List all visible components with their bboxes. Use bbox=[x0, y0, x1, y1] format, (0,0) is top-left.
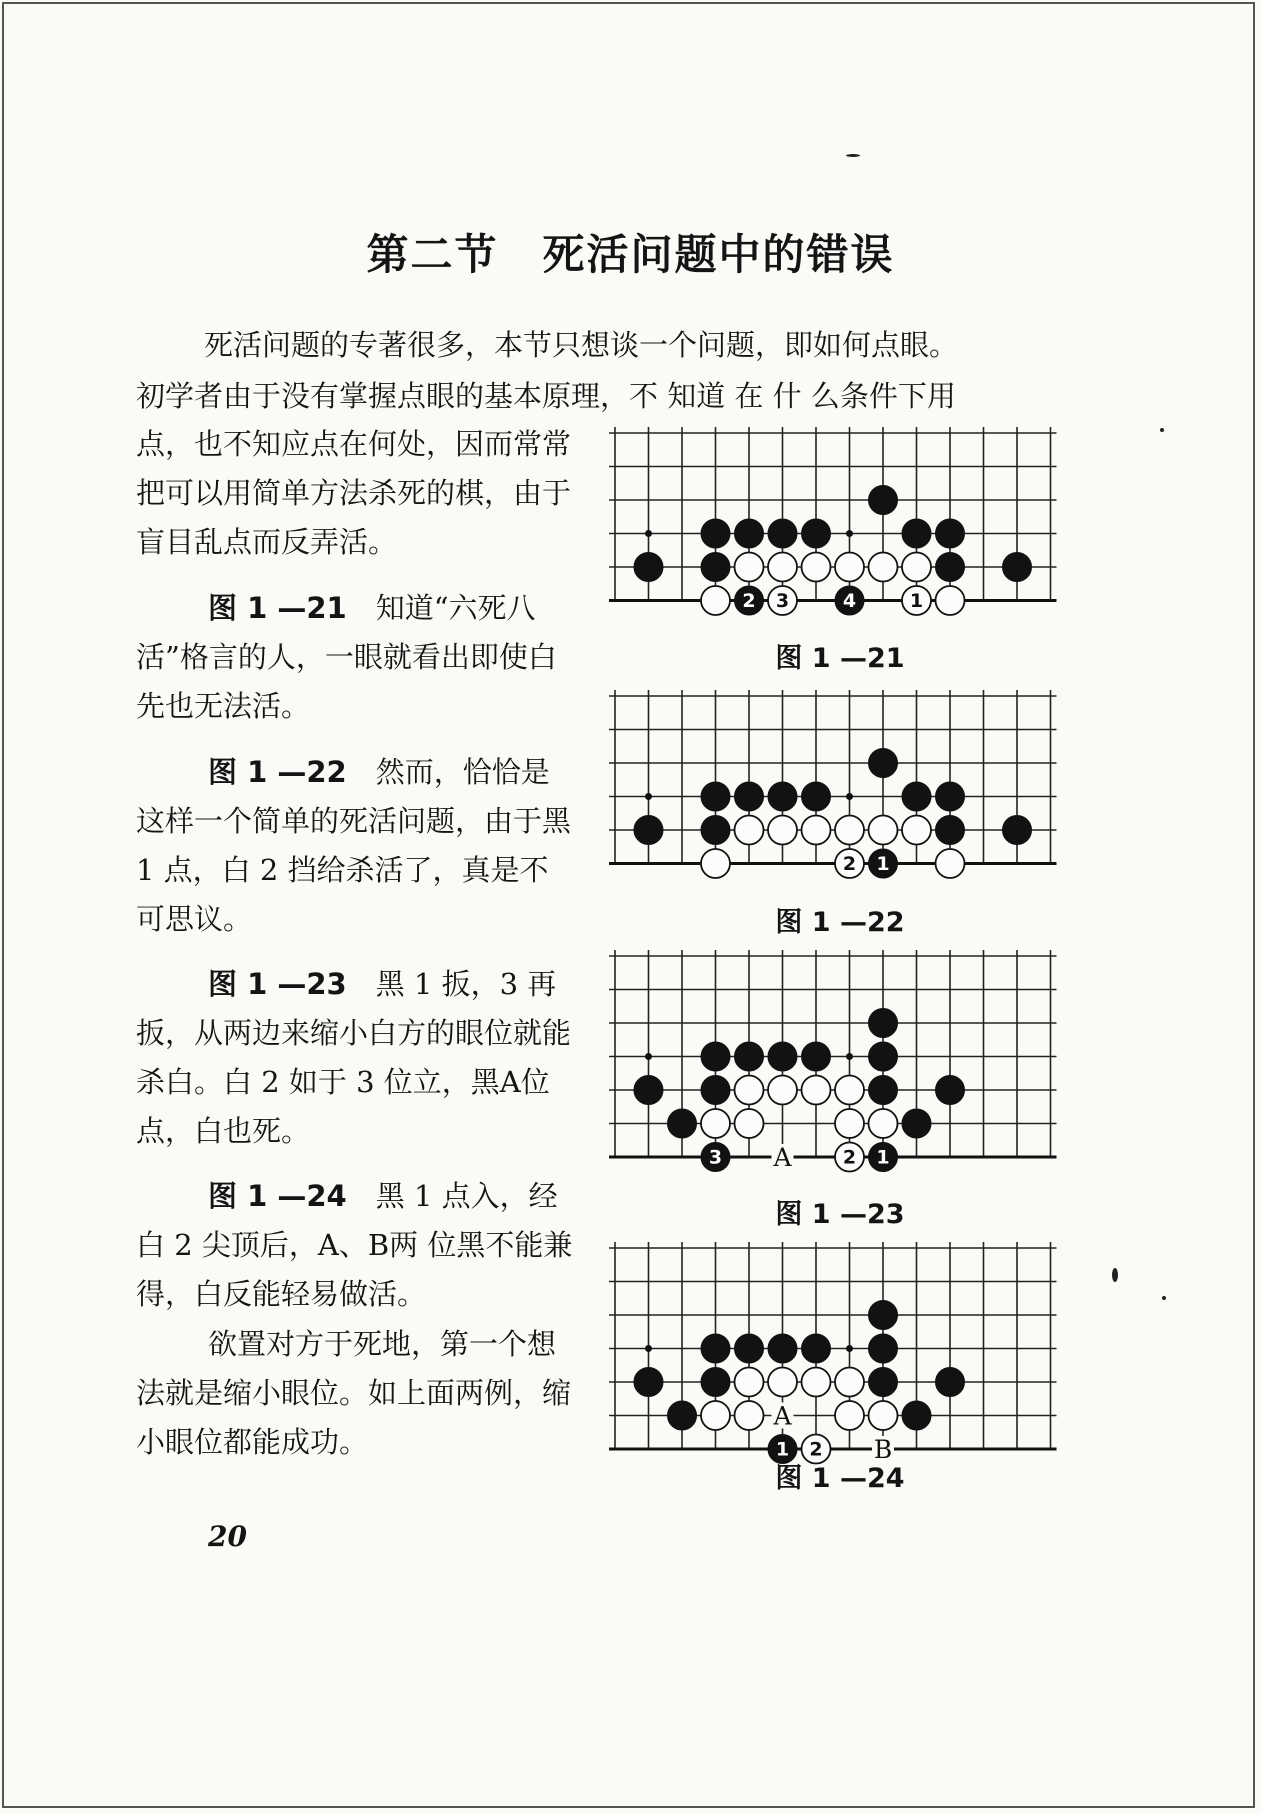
white-stone bbox=[902, 816, 931, 845]
go-board-fig-1-22 bbox=[605, 688, 1075, 888]
point-label: B bbox=[873, 1435, 893, 1464]
black-stone bbox=[701, 1334, 730, 1363]
point-label: A bbox=[773, 1143, 792, 1172]
black-stone bbox=[869, 1042, 898, 1071]
black-stone bbox=[768, 782, 797, 811]
figure-caption: 图 1 —22 bbox=[775, 907, 905, 938]
move-number: 1 bbox=[775, 1438, 790, 1461]
black-stone bbox=[802, 1334, 831, 1363]
black-stone bbox=[869, 486, 898, 515]
black-stone bbox=[802, 1042, 831, 1071]
move-number: 1 bbox=[876, 1146, 890, 1169]
black-stone bbox=[936, 1368, 965, 1397]
intro-text bbox=[136, 320, 1071, 422]
black-stone bbox=[936, 816, 965, 845]
white-stone bbox=[701, 1401, 730, 1430]
white-stone bbox=[902, 553, 931, 582]
paragraph-fig-1-23 bbox=[136, 960, 576, 1156]
white-stone bbox=[735, 1368, 764, 1397]
white-stone bbox=[735, 553, 764, 582]
white-stone bbox=[802, 1076, 831, 1105]
white-stone bbox=[869, 1401, 898, 1430]
black-stone bbox=[768, 519, 797, 548]
paragraph-text: 黑 1 点入，经白 2 尖顶后，A、B两 位黑不能兼得，白反能轻易做活。 bbox=[136, 1179, 573, 1311]
white-stone bbox=[701, 1109, 730, 1138]
black-stone bbox=[701, 1368, 730, 1397]
black-stone bbox=[634, 1076, 663, 1105]
black-stone bbox=[936, 519, 965, 548]
figure-ref: 图 1 —21 bbox=[208, 591, 347, 625]
paragraph-fig-1-24 bbox=[136, 1172, 576, 1319]
white-stone bbox=[869, 553, 898, 582]
white-stone bbox=[869, 1109, 898, 1138]
point-label: A bbox=[773, 1401, 792, 1431]
black-stone bbox=[936, 553, 965, 582]
move-number: 1 bbox=[909, 590, 924, 612]
white-stone bbox=[735, 1401, 764, 1430]
white-stone bbox=[735, 816, 764, 845]
scan-speck bbox=[846, 154, 860, 157]
paragraph-fig-1-21 bbox=[136, 584, 576, 731]
go-board-fig-1-23 bbox=[605, 948, 1075, 1176]
paragraph-text: 黑 1 扳，3 再扳，从两边来缩小白方的眼位就能杀白。白 2 如于 3 位立，黑A位点，白也死。 bbox=[136, 967, 572, 1148]
paragraph bbox=[136, 1320, 576, 1467]
black-stone bbox=[902, 519, 931, 548]
move-number: 2 bbox=[842, 1146, 857, 1169]
move-number: 1 bbox=[876, 853, 890, 875]
go-board-fig-1-24 bbox=[605, 1240, 1075, 1468]
paragraph-text: 然而，恰恰是这样一个简单的死活问题，由于黑 1 点，白 2 挡给杀活了，真是不可思议。 bbox=[136, 755, 572, 936]
black-stone bbox=[634, 816, 663, 845]
black-stone bbox=[735, 519, 764, 548]
black-stone bbox=[701, 1042, 730, 1071]
paragraph-fig-1-22 bbox=[136, 748, 576, 944]
star-point bbox=[645, 793, 652, 800]
move-number: 3 bbox=[775, 590, 790, 612]
white-stone bbox=[936, 586, 965, 615]
intro-line: 死活问题的专著很多，本节只想谈一个问题，即如何点眼。 bbox=[204, 328, 959, 362]
white-stone bbox=[768, 553, 797, 582]
black-stone bbox=[1003, 553, 1032, 582]
white-stone bbox=[802, 1368, 831, 1397]
black-stone bbox=[634, 1368, 663, 1397]
black-stone bbox=[701, 553, 730, 582]
black-stone bbox=[936, 782, 965, 811]
move-number: 2 bbox=[742, 590, 756, 612]
scan-speck bbox=[1162, 1296, 1166, 1300]
star-point bbox=[846, 1053, 853, 1060]
white-stone bbox=[735, 1076, 764, 1105]
black-stone bbox=[701, 816, 730, 845]
white-stone bbox=[768, 1076, 797, 1105]
move-number: 4 bbox=[842, 590, 857, 612]
black-stone bbox=[1003, 816, 1032, 845]
scan-speck bbox=[1160, 428, 1164, 432]
black-stone bbox=[869, 1368, 898, 1397]
figure-ref: 图 1 —24 bbox=[208, 1179, 347, 1213]
white-stone bbox=[701, 586, 730, 615]
white-stone bbox=[701, 849, 730, 878]
black-stone bbox=[668, 1401, 697, 1430]
go-board-diagram bbox=[605, 948, 1075, 1176]
black-stone bbox=[701, 782, 730, 811]
white-stone bbox=[835, 1076, 864, 1105]
move-number: 3 bbox=[708, 1146, 723, 1169]
black-stone bbox=[735, 782, 764, 811]
go-board-fig-1-21 bbox=[605, 425, 1075, 625]
page-number: 20 bbox=[208, 1520, 247, 1553]
black-stone bbox=[668, 1109, 697, 1138]
black-stone bbox=[902, 782, 931, 811]
star-point bbox=[645, 1345, 652, 1352]
black-stone bbox=[869, 1076, 898, 1105]
black-stone bbox=[869, 1334, 898, 1363]
star-point bbox=[645, 1053, 652, 1060]
star-point bbox=[645, 530, 652, 537]
white-stone bbox=[835, 1368, 864, 1397]
black-stone bbox=[701, 519, 730, 548]
paragraph bbox=[136, 420, 576, 567]
paragraph-text: 知道“六死八活”格言的人，一眼就看出即使白先也无法活。 bbox=[136, 591, 557, 723]
white-stone bbox=[835, 816, 864, 845]
paragraph-text: 点，也不知应点在何处，因而常常把可以用简单方法杀死的棋，由于盲目乱点而反弄活。 bbox=[136, 427, 572, 559]
black-stone bbox=[869, 749, 898, 778]
star-point bbox=[846, 793, 853, 800]
figure-caption: 图 1 —21 bbox=[775, 643, 905, 674]
white-stone bbox=[869, 816, 898, 845]
scan-speck bbox=[1112, 1268, 1118, 1282]
black-stone bbox=[869, 1301, 898, 1330]
black-stone bbox=[701, 1076, 730, 1105]
white-stone bbox=[768, 1368, 797, 1397]
black-stone bbox=[735, 1042, 764, 1071]
white-stone bbox=[735, 1109, 764, 1138]
black-stone bbox=[902, 1109, 931, 1138]
white-stone bbox=[936, 849, 965, 878]
black-stone bbox=[768, 1042, 797, 1071]
white-stone bbox=[835, 1109, 864, 1138]
black-stone bbox=[768, 1334, 797, 1363]
white-stone bbox=[835, 1401, 864, 1430]
go-board-diagram bbox=[605, 688, 1075, 888]
section-title: 第二节 死活问题中的错误 bbox=[366, 230, 895, 279]
white-stone bbox=[802, 816, 831, 845]
black-stone bbox=[802, 782, 831, 811]
black-stone bbox=[634, 553, 663, 582]
figure-ref: 图 1 —23 bbox=[208, 967, 347, 1001]
move-number: 2 bbox=[809, 1438, 823, 1461]
figure-caption: 图 1 —23 bbox=[775, 1199, 905, 1230]
black-stone bbox=[802, 519, 831, 548]
white-stone bbox=[835, 553, 864, 582]
figure-ref: 图 1 —22 bbox=[208, 755, 347, 789]
black-stone bbox=[869, 1009, 898, 1038]
intro-line: 初学者由于没有掌握点眼的基本原理，不 知道 在 什 么条件下用 bbox=[136, 379, 956, 413]
go-board-diagram bbox=[605, 1240, 1075, 1468]
black-stone bbox=[902, 1401, 931, 1430]
star-point bbox=[846, 530, 853, 537]
go-board-diagram bbox=[605, 425, 1075, 625]
paragraph-text: 欲置对方于死地，第一个想法就是缩小眼位。如上面两例，缩小眼位都能成功。 bbox=[136, 1327, 572, 1459]
figure-caption: 图 1 —24 bbox=[775, 1463, 905, 1494]
white-stone bbox=[802, 553, 831, 582]
star-point bbox=[846, 1345, 853, 1352]
black-stone bbox=[936, 1076, 965, 1105]
white-stone bbox=[768, 816, 797, 845]
move-number: 2 bbox=[842, 853, 857, 875]
black-stone bbox=[735, 1334, 764, 1363]
